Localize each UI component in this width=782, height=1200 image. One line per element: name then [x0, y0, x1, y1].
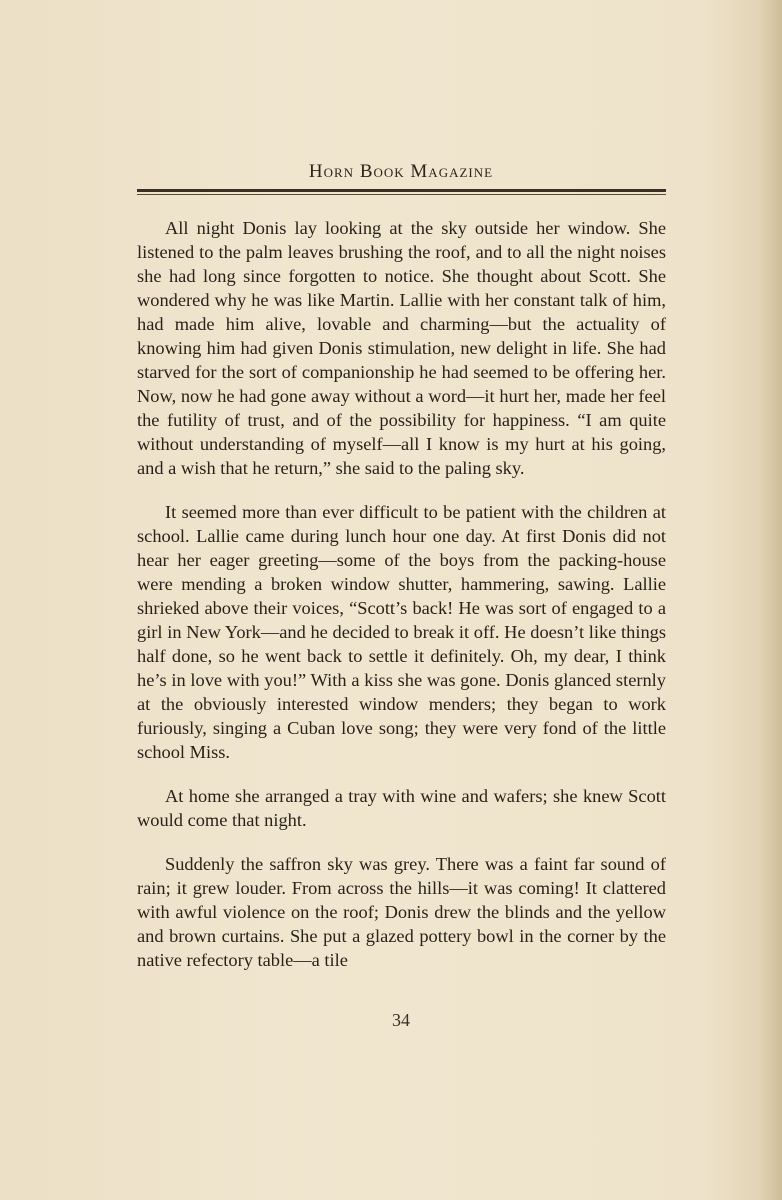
body-text: [137, 216, 666, 992]
paragraph-4: Suddenly the saffron sky was grey. There was a faint far sound of rain; it grew louder. From across the hills—it was coming! It clattered with awful violence on the roof; Donis drew the blinds and the yellow and brown curtains. She put a glazed pottery bowl in the corner by the native refectory table—a tile: [137, 854, 666, 970]
header-rule-thin: [137, 194, 666, 195]
header-rule-thick: [137, 189, 666, 192]
paragraph-3: At home she arranged a tray with wine and wafers; she knew Scott would come that night.: [137, 786, 666, 830]
page-number: 34: [392, 1010, 410, 1030]
paragraph-2: It seemed more than ever difficult to be patient with the children at school. Lallie came during lunch hour one day. At first Donis did not hear her eager greeting—some of the boys from the packing-house were mending a broken window shutter, hammering, sawing. Lallie shrieked above their voices, “Scott’s back! He was sort of engaged to a girl in New York—and he decided to break it off. He doesn’t like things half done, so he went back to settle it definitely. Oh, my dear, I think he’s in love with you!” With a kiss she was gone. Donis glanced sternly at the obviously interested window menders; they began to work furiously, singing a Cuban love song; they were very fond of the little school Miss.: [137, 502, 666, 762]
running-header: Horn Book Magazine: [308, 161, 494, 182]
paragraph-1: All night Donis lay looking at the sky outside her window. She listened to the palm leaves brushing the roof, and to all the night noises she had long since forgotten to notice. She thought about Scott. She wondered why he was like Martin. Lallie with her constant talk of him, had made him alive, lovable and charming—but the actuality of knowing him had given Donis stimulation, new delight in life. She had starved for the sort of companionship he had seemed to be offering her. Now, now he had gone away without a word—it hurt her, made her feel the futility of trust, and of the possibility for happiness. “I am quite without understanding of myself—all I know is my hurt at his going, and a wish that he return,” she said to the paling sky.: [137, 218, 666, 478]
